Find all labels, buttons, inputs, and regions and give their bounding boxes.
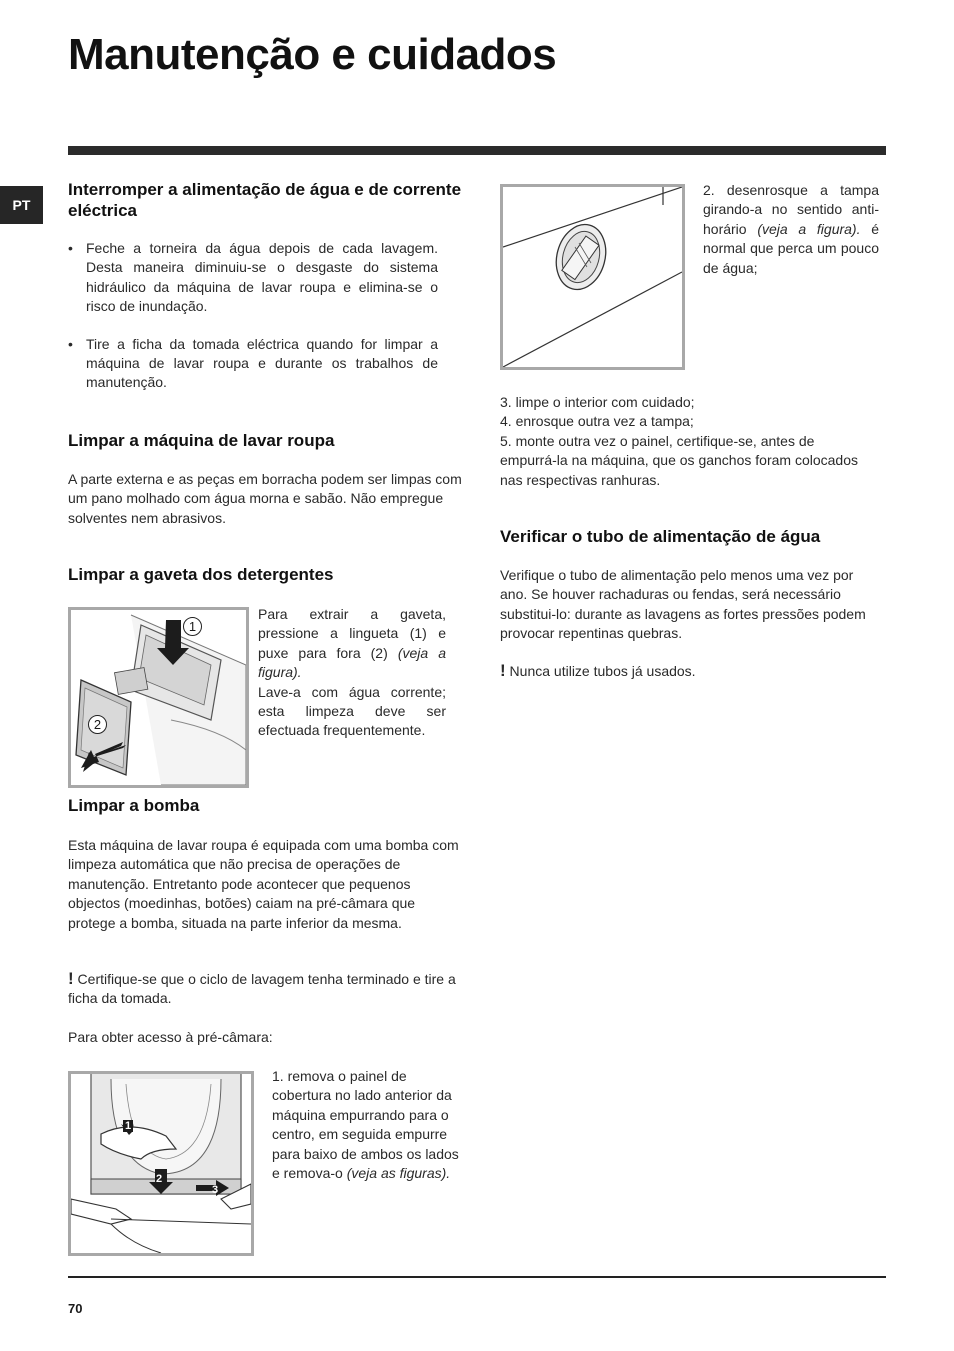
water-bullet-list [68, 239, 438, 393]
cap-step-2 [703, 181, 879, 278]
page-number: 70 [68, 1301, 83, 1316]
cap-step-2-tail: é normal que perca um pouco de água; [703, 220, 879, 276]
drawer-figure [68, 607, 249, 788]
section-heading-clean-machine: Limpar a máquina de lavar roupa [68, 431, 335, 450]
pump-text: Esta máquina de lavar roupa é equipada com uma bomba com limpeza automática que não precisa de operações de manutenção. Entretanto pode acontecer que pequenos objectos (moedinhas, botões) caiam na pré-câmara que protege a bomba, situada na parte inferior da mesma. [68, 837, 459, 931]
hose-text: Verifique o tubo de alimentação pelo menos uma vez por ano. Se houver rachaduras ou fendas, será necessário substitui-lo: durante as lavagens as fortes pressões podem provocar repentinas quebras. [500, 567, 866, 642]
bullet-item: • Tire a ficha da tomada eléctrica quando for limpar a máquina de lavar roupa e durante os trabalhos de manutenção. [68, 335, 438, 393]
panel-label-2: 2 [156, 1173, 163, 1185]
hose-warning-text: Nunca utilize tubos já usados. [505, 663, 696, 679]
steps-list [500, 393, 860, 490]
pump-step-1-italic: (veja as figuras). [346, 1165, 451, 1182]
pump-warning [68, 969, 464, 1009]
step-5: 5. monte outra vez o painel, certifique-se, antes de empurrá-la na máquina, que os ganchos foram colocados nas respectivas ranhuras. [500, 432, 858, 488]
section-heading-water: Interromper a alimentação de água e de corrente eléctrica [68, 180, 462, 220]
pump-step-1 [272, 1067, 468, 1183]
panel-label-1: 1 [125, 1120, 132, 1132]
page-title: Manutenção e cuidados [68, 30, 557, 79]
cap-step-2-text: 2. desenrosque a tampa girando-a no sentido anti-horário [703, 182, 879, 237]
cap-illustration [503, 187, 682, 367]
bullet-item: • Feche a torneira da água depois de cada lavagem. Desta maneira diminuiu-se o desgaste do sistema hidráulico da máquina de lavar roupa e elimina-se o risco de inundação. [68, 239, 438, 317]
clean-machine-text: A parte externa e as peças em borracha podem ser limpas com um pano molhado com água morna e sabão. Não empregue solventes nem abrasivos. [68, 471, 462, 526]
warning-icon: ! [68, 969, 74, 988]
panel-figure [68, 1071, 254, 1256]
drawer-text-italic: (veja a figura). [258, 644, 446, 681]
step-4: 4. enrosque outra vez a tampa; [500, 413, 694, 430]
step-3: 3. limpe o interior com cuidado; [500, 394, 695, 410]
hose-warning [500, 661, 870, 681]
pump-warning-text: Certifique-se que o ciclo de lavagem tenha terminado e tire a ficha da tomada. [68, 971, 456, 1007]
panel-label-3: 3 [212, 1184, 219, 1196]
drawer-text [258, 605, 446, 741]
section-heading-hose: Verificar o tubo de alimentação de água [500, 527, 821, 546]
language-tab: PT [0, 186, 43, 224]
section-heading-drawer: Limpar a gaveta dos detergentes [68, 565, 334, 584]
cap-step-2-italic: (veja a figura). [757, 220, 861, 237]
header-rule [68, 146, 886, 155]
callout-1: 1 [183, 617, 202, 636]
drawer-text-main: Para extrair a gaveta, pressione a lingueta (1) e puxe para fora (2) [258, 606, 446, 661]
callout-2: 2 [88, 715, 107, 734]
drawer-illustration [71, 610, 246, 785]
pump-step-1-text: 1. remova o painel de cobertura no lado anterior da máquina empurrando para o centro, em seguida empurre para baixo de ambos os lados e remova-o [272, 1068, 459, 1182]
section-heading-pump: Limpar a bomba [68, 796, 200, 815]
drawer-text-rinse: Lave-a com água corrente; esta limpeza deve ser efectuada frequentemente. [258, 683, 446, 739]
warning-icon: ! [500, 661, 506, 680]
panel-illustration [71, 1074, 251, 1253]
footer-rule [68, 1276, 886, 1278]
cap-figure [500, 184, 685, 370]
pump-access-text: Para obter acesso à pré-câmara: [68, 1029, 273, 1045]
